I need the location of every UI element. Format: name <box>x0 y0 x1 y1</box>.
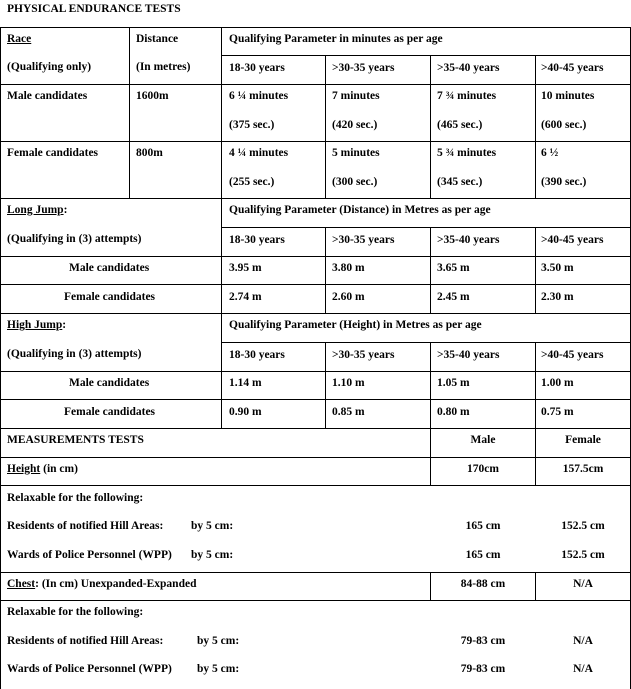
race-age-2: >30-35 years <box>332 62 395 74</box>
race-female-label: Female candidates <box>7 147 99 159</box>
distance-sublabel: (In metres) <box>136 61 191 73</box>
hj-female-value-1: 0.90 m <box>229 406 262 418</box>
chest-heading <box>7 577 196 591</box>
race-male-time-1: 6 ¼ minutes <box>229 90 289 102</box>
race-label: Race <box>7 33 32 45</box>
lj-male-value-2: 3.80 m <box>332 262 365 274</box>
hj-male-label: Male candidates <box>69 377 150 389</box>
chest-male-value: 84-88 cm <box>460 578 506 590</box>
race-female-time-3: 5 ¾ minutes <box>437 147 497 159</box>
height-relax-wpp-by: by 5 cm: <box>191 549 234 561</box>
race-female-sec-4: (390 sec.) <box>541 176 587 188</box>
lj-age-2: >30-35 years <box>332 234 395 246</box>
hj-male-value-3: 1.05 m <box>437 377 470 389</box>
lj-female-label: Female candidates <box>64 291 156 303</box>
hj-male-value-1: 1.14 m <box>229 377 262 389</box>
chest-relax-hill-male: 79-83 cm <box>460 635 506 647</box>
hj-female-label: Female candidates <box>64 406 156 418</box>
height-relax-wpp-male: 165 cm <box>465 549 501 561</box>
chest-label: Chest <box>7 578 36 590</box>
chest-relax-wpp-by: by 5 cm: <box>197 663 240 675</box>
long-jump-sublabel: (Qualifying in (3) attempts) <box>7 233 142 245</box>
lj-male-label: Male candidates <box>69 262 150 274</box>
race-age-3: >35-40 years <box>437 62 500 74</box>
lj-male-value-3: 3.65 m <box>437 262 470 274</box>
height-relax-hill-label: Residents of notified Hill Areas: <box>7 520 164 532</box>
height-relax-wpp-label: Wards of Police Personnel (WPP) <box>7 549 172 561</box>
long-jump-label: Long Jump <box>7 204 64 216</box>
race-female-time-1: 4 ¼ minutes <box>229 147 289 159</box>
race-female-time-4: 6 ½ <box>541 147 559 159</box>
high-jump-colon: : <box>62 319 67 331</box>
race-male-label: Male candidates <box>7 90 88 102</box>
hj-female-value-2: 0.85 m <box>332 406 365 418</box>
chest-relax-hill-female: N/A <box>573 635 593 647</box>
hj-female-value-4: 0.75 m <box>541 406 574 418</box>
race-female-sec-2: (300 sec.) <box>332 176 378 188</box>
chest-rest: : (In cm) Unexpanded-Expanded <box>35 578 197 590</box>
chest-relax-title: Relaxable for the following: <box>7 606 144 618</box>
height-relax-wpp-female: 152.5 cm <box>561 549 605 561</box>
chest-relax-wpp-label: Wards of Police Personnel (WPP) <box>7 663 172 675</box>
lj-age-4: >40-45 years <box>541 234 604 246</box>
male-header: Male <box>470 434 496 446</box>
chest-relax-wpp-male: 79-83 cm <box>460 663 506 675</box>
hj-female-value-3: 0.80 m <box>437 406 470 418</box>
height-label: Height <box>7 463 41 475</box>
high-jump-heading <box>7 318 66 332</box>
lj-age-3: >35-40 years <box>437 234 500 246</box>
height-male-value: 170cm <box>467 463 499 475</box>
hj-male-value-4: 1.00 m <box>541 377 574 389</box>
race-female-sec-1: (255 sec.) <box>229 176 275 188</box>
race-male-time-2: 7 minutes <box>332 90 380 102</box>
race-age-1: 18-30 years <box>229 62 285 74</box>
hj-male-value-2: 1.10 m <box>332 377 365 389</box>
lj-male-value-1: 3.95 m <box>229 262 262 274</box>
lj-female-value-2: 2.60 m <box>332 291 365 303</box>
height-heading <box>7 462 78 476</box>
race-male-distance: 1600m <box>136 90 169 102</box>
lj-female-value-3: 2.45 m <box>437 291 470 303</box>
height-female-value: 157.5cm <box>562 463 604 475</box>
chest-relax-hill-by: by 5 cm: <box>197 635 240 647</box>
race-male-sec-3: (465 sec.) <box>437 119 483 131</box>
lj-female-value-1: 2.74 m <box>229 291 262 303</box>
race-sublabel: (Qualifying only) <box>7 61 92 73</box>
high-jump-sublabel: (Qualifying in (3) attempts) <box>7 348 142 360</box>
height-unit: (in cm) <box>40 463 78 475</box>
race-male-sec-4: (600 sec.) <box>541 119 587 131</box>
hj-age-3: >35-40 years <box>437 349 500 361</box>
distance-label: Distance <box>136 33 179 45</box>
race-age-4: >40-45 years <box>541 62 604 74</box>
race-female-time-2: 5 minutes <box>332 147 380 159</box>
race-male-sec-2: (420 sec.) <box>332 119 378 131</box>
chest-female-value: N/A <box>573 578 593 590</box>
high-jump-param-header: Qualifying Parameter (Height) in Metres as per age <box>229 319 482 331</box>
long-jump-param-header: Qualifying Parameter (Distance) in Metres as per age <box>229 204 491 216</box>
race-female-distance: 800m <box>136 147 163 159</box>
height-relax-hill-by: by 5 cm: <box>191 520 234 532</box>
lj-age-1: 18-30 years <box>229 234 285 246</box>
chest-relax-wpp-female: N/A <box>573 663 593 675</box>
hj-age-2: >30-35 years <box>332 349 395 361</box>
chest-relax-hill-label: Residents of notified Hill Areas: <box>7 635 164 647</box>
lj-female-value-4: 2.30 m <box>541 291 574 303</box>
height-relax-hill-female: 152.5 cm <box>561 520 605 532</box>
high-jump-label: High Jump <box>7 319 63 331</box>
hj-age-1: 18-30 years <box>229 349 285 361</box>
hj-age-4: >40-45 years <box>541 349 604 361</box>
height-relax-hill-male: 165 cm <box>465 520 501 532</box>
race-male-sec-1: (375 sec.) <box>229 119 275 131</box>
page-title: PHYSICAL ENDURANCE TESTS <box>7 3 181 15</box>
measurements-title: MEASUREMENTS TESTS <box>7 434 144 446</box>
race-param-header: Qualifying Parameter in minutes as per age <box>229 33 443 45</box>
race-male-time-4: 10 minutes <box>541 90 595 102</box>
female-header: Female <box>565 434 601 446</box>
lj-male-value-4: 3.50 m <box>541 262 574 274</box>
long-jump-heading <box>7 203 67 217</box>
race-male-time-3: 7 ¾ minutes <box>437 90 497 102</box>
long-jump-colon: : <box>63 204 68 216</box>
race-female-sec-3: (345 sec.) <box>437 176 483 188</box>
height-relax-title: Relaxable for the following: <box>7 492 144 504</box>
